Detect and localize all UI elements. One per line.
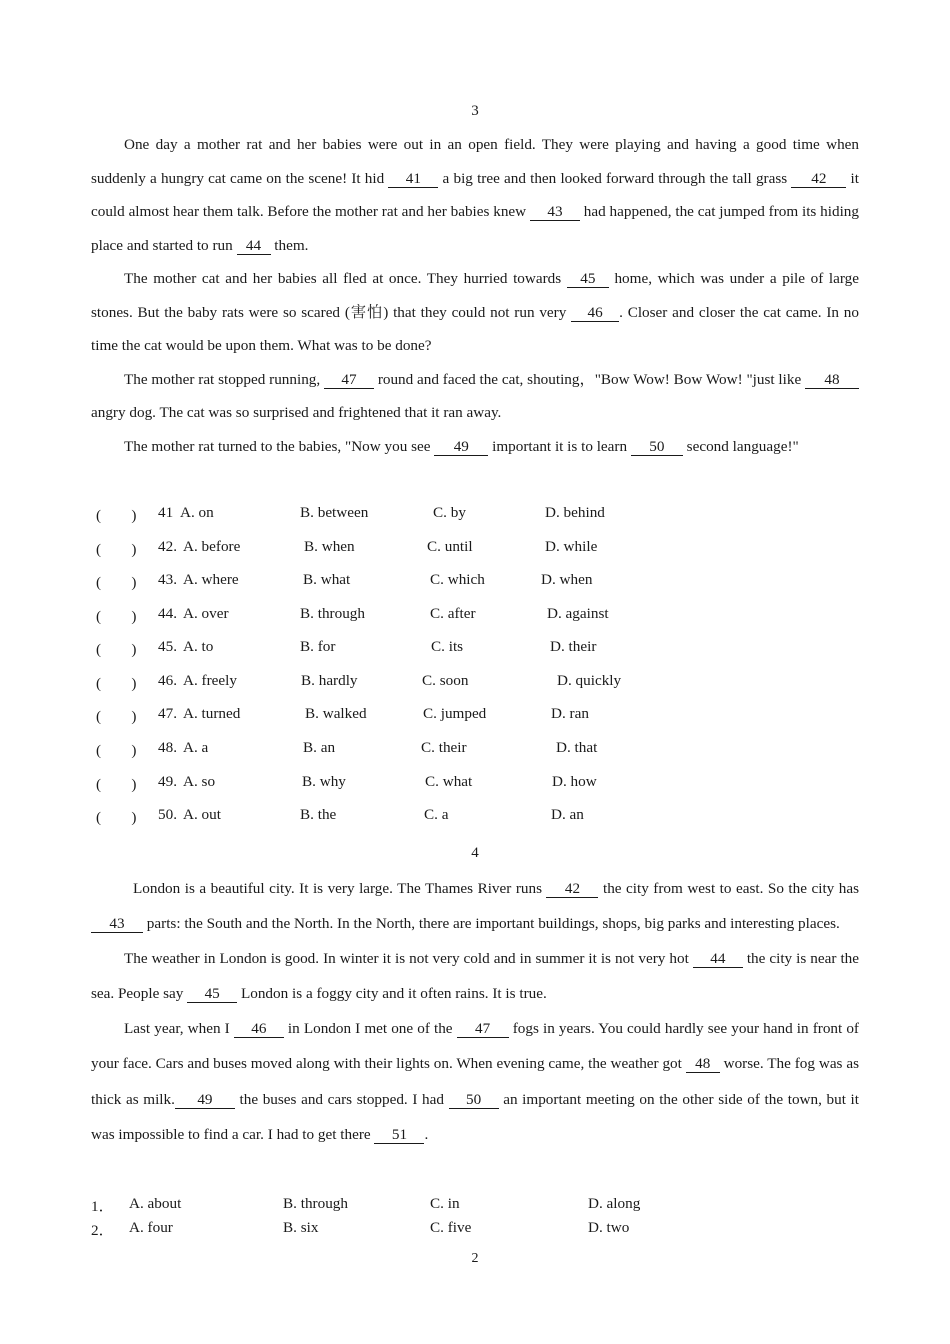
text: the buses and cars stopped. I had <box>234 1090 449 1108</box>
question-number: 49. <box>158 773 177 790</box>
passage-4-paragraph-1 <box>91 871 859 941</box>
question-number: 43. <box>158 571 177 588</box>
question-number: 47. <box>158 705 177 722</box>
option-d: D. an <box>551 806 584 823</box>
option-a: A. to <box>183 638 214 655</box>
option-b: B. when <box>304 538 355 555</box>
option-d: D. two <box>588 1219 630 1236</box>
text: One day a mother rat and her babies were out in an open field. They were playing and having a good time when suddenly a hungry cat came on the scene! It hid <box>91 136 859 187</box>
text: important it is to learn <box>488 437 631 455</box>
option-d: D. against <box>547 605 609 622</box>
question-number: 1． <box>91 1198 114 1215</box>
option-a: A. about <box>129 1195 182 1212</box>
option-b: B. walked <box>305 705 367 722</box>
text: London is a beautiful city. It is very large. The Thames River runs <box>133 880 547 897</box>
option-d: D. how <box>552 773 597 790</box>
question-row <box>0 806 950 828</box>
question-row <box>0 538 950 560</box>
text: fogs in years. You could hardly see your hand in front of your face. Cars and buses moved along with their lights on. When evening came, the weather got <box>91 1020 859 1073</box>
text: parts: the South and the North. In the North, there are important buildings, shops, big parks and interesting places. <box>143 915 840 933</box>
option-b: B. why <box>302 773 346 790</box>
blank-43: 43 <box>91 916 143 933</box>
text: Last year, when I <box>124 1020 234 1038</box>
text: the city from west to east. So the city has <box>598 880 860 897</box>
answer-bracket[interactable]: ( ) <box>96 708 137 725</box>
blank-43: 43 <box>530 204 580 221</box>
question-row <box>0 773 950 795</box>
option-d: D. behind <box>545 504 605 521</box>
option-b: B. hardly <box>301 672 358 689</box>
option-b: B. the <box>300 806 337 823</box>
question-row <box>0 705 950 727</box>
option-b: B. an <box>303 739 336 756</box>
answer-bracket[interactable]: ( ) <box>96 507 137 524</box>
question-row <box>0 638 950 660</box>
answer-bracket[interactable]: ( ) <box>96 809 137 826</box>
option-a: A. freely <box>183 672 237 689</box>
option-c: C. until <box>427 538 473 555</box>
text: the city is near the sea. People say <box>91 950 859 1003</box>
text: an important meeting on the other side of the town, but it was impossible to find a car. I had to get there <box>91 1090 859 1143</box>
text: The mother rat stopped running, <box>124 370 324 388</box>
option-c: C. their <box>421 739 467 756</box>
passage-3-paragraph-1 <box>91 128 859 262</box>
option-a: A. over <box>183 605 229 622</box>
passage-4-paragraph-3 <box>91 1011 859 1151</box>
blank-46: 46 <box>571 305 619 322</box>
blank-47: 47 <box>457 1021 509 1038</box>
option-d: D. ran <box>551 705 589 722</box>
text: in London I met one of the <box>283 1020 457 1038</box>
blank-50: 50 <box>631 439 683 456</box>
passage-4-paragraph-2 <box>91 941 859 1011</box>
answer-bracket[interactable]: ( ) <box>96 541 137 558</box>
option-a: A. on <box>180 504 214 521</box>
blank-46: 46 <box>234 1021 284 1038</box>
option-b: B. what <box>303 571 351 588</box>
question-number: 2． <box>91 1222 114 1239</box>
text: it could almost hear them talk. Before the mother rat and her babies knew <box>91 169 859 220</box>
blank-49: 49 <box>175 1092 235 1109</box>
question-number: 48. <box>158 739 177 756</box>
option-a: A. out <box>183 806 221 823</box>
text: . Closer and closer the cat came. In no time the cat would be upon them. What was to be done? <box>91 303 859 354</box>
option-d: D. when <box>541 571 593 588</box>
blank-49: 49 <box>434 439 488 456</box>
option-c: C. after <box>430 605 476 622</box>
option-d: D. their <box>550 638 597 655</box>
question-number: 46. <box>158 672 177 689</box>
option-c: C. which <box>430 571 485 588</box>
blank-42: 42 <box>791 171 846 188</box>
passage-3-paragraph-3 <box>91 363 859 430</box>
option-d: D. that <box>556 739 598 756</box>
option-a: A. where <box>183 571 239 588</box>
option-d: D. while <box>545 538 598 555</box>
blank-51: 51 <box>374 1127 424 1144</box>
option-b: B. for <box>300 638 336 655</box>
option-c: C. five <box>430 1219 472 1236</box>
blank-41: 41 <box>388 171 438 188</box>
text: a big tree and then looked forward through the tall grass <box>438 169 792 187</box>
blank-45: 45 <box>187 986 237 1003</box>
section-3-passage <box>91 128 859 463</box>
blank-48: 48 <box>805 372 859 389</box>
option-c: C. soon <box>422 672 469 689</box>
option-c: C. in <box>430 1195 460 1212</box>
option-d: D. quickly <box>557 672 622 689</box>
question-row <box>0 1195 950 1217</box>
option-a: A. so <box>183 773 216 790</box>
question-number: 44. <box>158 605 177 622</box>
option-c: C. a <box>424 806 449 823</box>
answer-bracket[interactable]: ( ) <box>96 675 137 692</box>
answer-bracket[interactable]: ( ) <box>96 574 137 591</box>
option-c: C. by <box>433 504 466 521</box>
question-row <box>0 504 950 526</box>
text: The mother cat and her babies all fled at once. They hurried towards <box>124 270 567 287</box>
blank-48: 48 <box>686 1056 720 1073</box>
blank-44: 44 <box>693 951 743 968</box>
question-row <box>0 739 950 761</box>
blank-47: 47 <box>324 372 374 389</box>
text: home, which was under a pile of large stones. But the baby rats were so scared (害怕) that they could not run very <box>91 270 859 321</box>
section-4-heading: 4 <box>471 845 479 861</box>
question-number: 41 <box>158 504 174 521</box>
option-a: A. four <box>129 1219 173 1236</box>
blank-50: 50 <box>449 1092 499 1109</box>
option-a: A. turned <box>183 705 241 722</box>
text: worse. The fog was as thick as milk. <box>91 1055 859 1108</box>
text: them. <box>270 236 309 254</box>
answer-bracket[interactable]: ( ) <box>96 742 137 759</box>
question-row <box>0 1219 950 1241</box>
option-d: D. along <box>588 1195 641 1212</box>
option-b: B. six <box>283 1219 319 1236</box>
section-3-heading: 3 <box>471 103 479 119</box>
text: round and faced the cat, shouting，"Bow Wow! Bow Wow! "just like <box>374 370 805 388</box>
option-b: B. through <box>300 605 365 622</box>
text: The weather in London is good. In winter it is not very cold and in summer it is not very hot <box>124 950 693 968</box>
blank-45: 45 <box>567 271 609 288</box>
question-row <box>0 571 950 593</box>
passage-3-paragraph-2 <box>91 262 859 363</box>
text: . <box>424 1125 429 1143</box>
text: had happened, the cat jumped from its hiding place and started to run <box>91 203 859 254</box>
question-number: 42. <box>158 538 177 555</box>
option-c: C. its <box>431 638 464 655</box>
answer-bracket[interactable]: ( ) <box>96 641 137 658</box>
text: London is a foggy city and it often rains. It is true. <box>237 985 547 1003</box>
answer-bracket[interactable]: ( ) <box>96 776 137 793</box>
blank-42: 42 <box>546 881 598 898</box>
passage-3-paragraph-4 <box>91 430 859 464</box>
option-b: B. through <box>283 1195 348 1212</box>
question-row <box>0 672 950 694</box>
section-4-passage <box>91 871 859 1152</box>
option-c: C. what <box>425 773 473 790</box>
text: second language!" <box>682 437 799 455</box>
page-number: 2 <box>471 1251 479 1266</box>
question-row <box>0 605 950 627</box>
option-a: A. before <box>183 538 241 555</box>
text: angry dog. The cat was so surprised and frightened that it ran away. <box>91 404 502 421</box>
blank-44: 44 <box>237 238 271 255</box>
question-number: 45. <box>158 638 177 655</box>
text: The mother rat turned to the babies, "Now you see <box>124 437 435 455</box>
option-b: B. between <box>300 504 369 521</box>
option-c: C. jumped <box>423 705 487 722</box>
question-number: 50. <box>158 806 177 823</box>
answer-bracket[interactable]: ( ) <box>96 608 137 625</box>
option-a: A. a <box>183 739 209 756</box>
